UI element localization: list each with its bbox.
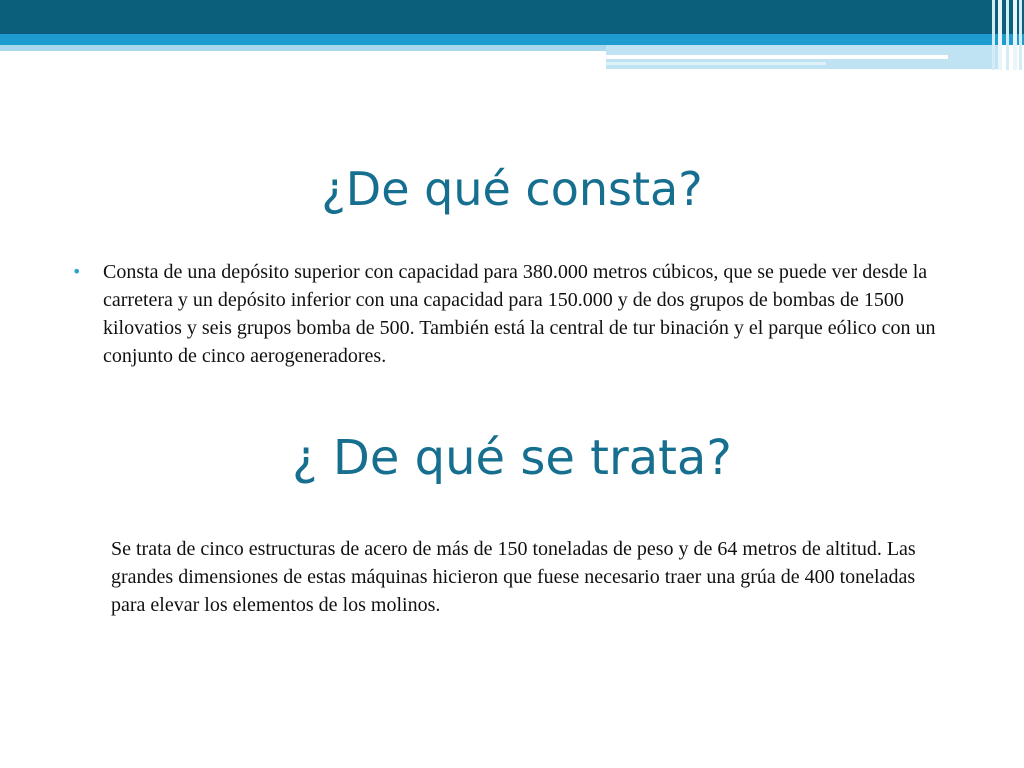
header-accent-line [606, 55, 948, 59]
header-stripe [1006, 0, 1009, 70]
header-accent-line-2 [606, 62, 826, 65]
bullet-list [72, 258, 972, 370]
slide-title-composition: ¿De qué consta? [321, 162, 703, 216]
bullet-item-text: Consta de una depósito superior con capacidad para 380.000 metros cúbicos, que se puede ver desde la carretera y un depósito inferior con una capacidad para 150.000 y de dos grupos de bombas de 1500 kilovatios y seis grupos bomba de 500. También está la central de tur binación y el parque eólico con un conjunto de cinco aerogeneradores. [103, 261, 936, 367]
header-banner-dark [0, 0, 1024, 34]
header-stripe [998, 0, 1002, 70]
bullet-icon: • [72, 262, 82, 281]
header-stripe [1013, 0, 1017, 70]
header-banner-pale-left [0, 45, 606, 51]
header-banner-light [0, 34, 1024, 45]
header-stripe [1019, 0, 1022, 70]
header-stripe [992, 0, 995, 70]
slide-title-description: ¿ De qué se trata? [292, 430, 732, 486]
description-paragraph: Se trata de cinco estructuras de acero de más de 150 toneladas de peso y de 64 metros de altitud. Las grandes dimensiones de estas máquinas hicieron que fuese necesario traer una grúa de 400 toneladas para elevar los elementos de los molinos. [111, 538, 916, 616]
